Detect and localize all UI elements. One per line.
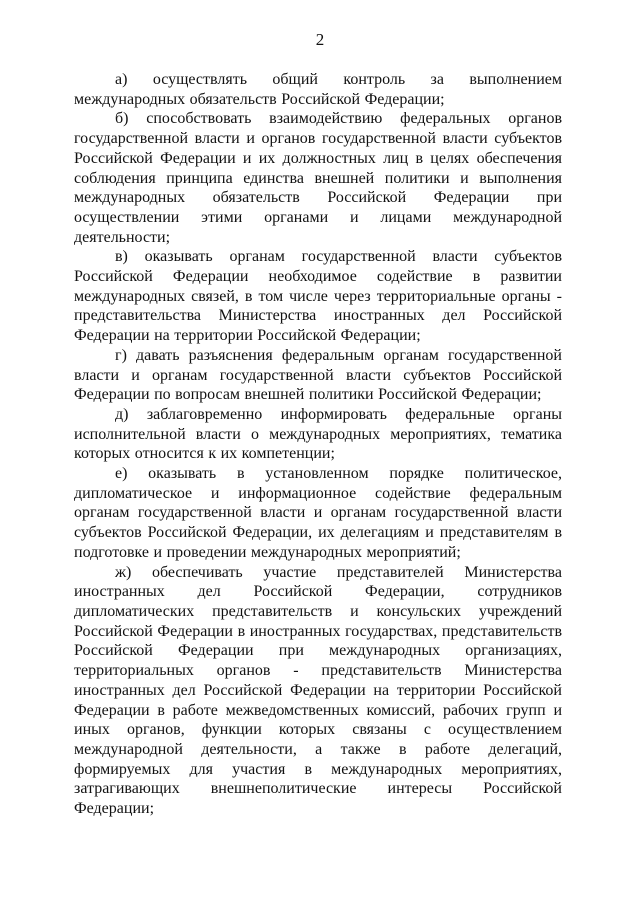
- paragraph-v: в) оказывать органам государственной власти субъектов Российской Федерации необходимое содействие в развитии международных связей, в том числе через территориальные органы - представительства Министерства иностранных дел Российской Федерации на территории Российской Федерации;: [74, 248, 562, 345]
- paragraph-g: г) давать разъяснения федеральным органам государственной власти и органам государственной власти субъектов Российской Федерации по вопросам внешней политики Российской Федерации;: [74, 346, 562, 404]
- paragraph-e: е) оказывать в установленном порядке политическое, дипломатическое и информационное содействие федеральным органам государственной власти и органам государственной власти субъектов Российской Федерации, их делегациям и представителям в подготовке и проведении международных мероприятий;: [74, 465, 562, 561]
- document-body: [74, 70, 562, 819]
- paragraph-d: д) заблаговременно информировать федеральные органы исполнительной власти о международных мероприятиях, тематика которых относится к их компетенции;: [74, 405, 562, 463]
- page-number: 2: [315, 30, 325, 49]
- paragraph-zh: ж) обеспечивать участие представителей Министерства иностранных дел Российской Федерации, сотрудников дипломатических представительств и консульских учреждений Российской Федерации в иностранных государствах, представительств Российской Федерации при международных организациях, территориальных органов - представительств Министерства иностранных дел Российской Федерации на территории Российской Федерации в работе межведомственных комиссий, рабочих групп и иных органов, функции которых связаны с осуществлением международной деятельности, а также в работе делегаций, формируемых для участия в международных мероприятиях, затрагивающих внешнеполитические интересы Российской Федерации;: [74, 563, 562, 818]
- paragraph-b: б) способствовать взаимодействию федеральных органов государственной власти и органов государственной власти субъектов Российской Федерации и их должностных лиц в целях обеспечения соблюдения принципа единства внешней политики и выполнения международных обязательств Российской Федерации при осуществлении этими органами и лицами международной деятельности;: [74, 110, 562, 246]
- paragraph-a: а) осуществлять общий контроль за выполнением международных обязательств Российской Федерации;: [74, 71, 562, 108]
